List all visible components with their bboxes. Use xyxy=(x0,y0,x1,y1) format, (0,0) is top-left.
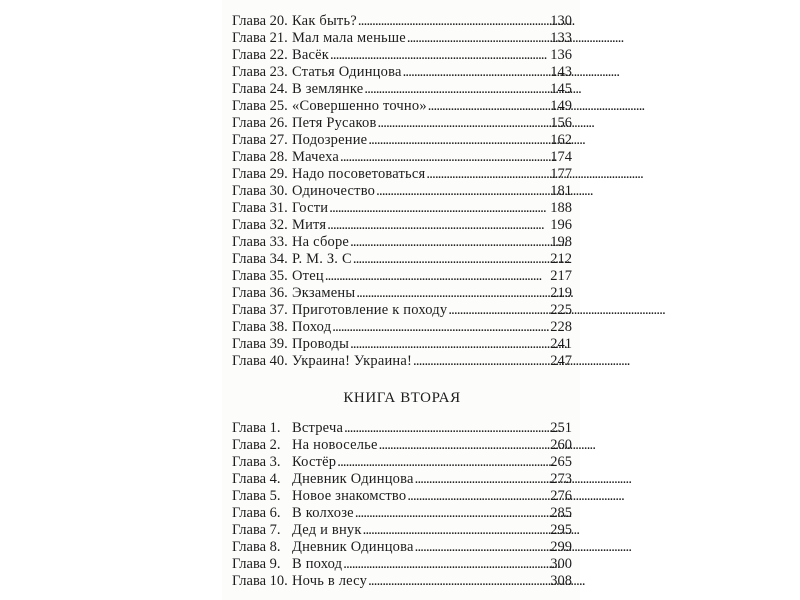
toc-entry xyxy=(232,64,572,81)
dot-leader xyxy=(428,98,549,115)
dot-leader xyxy=(364,81,549,98)
chapter-label: Глава 37. xyxy=(232,302,288,318)
chapter-title: Подозрение xyxy=(292,132,368,148)
chapter-page: 217 xyxy=(550,268,572,284)
toc-entry xyxy=(232,47,572,64)
chapter-label: Глава 30. xyxy=(232,183,288,199)
chapter-title: Поход xyxy=(292,319,332,335)
chapter-title: В поход xyxy=(292,556,343,572)
chapter-page: 308 xyxy=(550,573,572,589)
chapter-page: 181 xyxy=(550,183,572,199)
toc-entry xyxy=(232,471,572,488)
toc-entry xyxy=(232,573,572,590)
chapter-page: 130 xyxy=(550,13,572,29)
toc-entry xyxy=(232,166,572,183)
chapter-page: 198 xyxy=(550,234,572,250)
dot-leader xyxy=(407,30,549,47)
chapter-label: Глава 28. xyxy=(232,149,288,165)
toc-entry xyxy=(232,454,572,471)
chapter-title: «Совершенно точно» xyxy=(292,98,427,114)
chapter-page: 133 xyxy=(550,30,572,46)
chapter-label: Глава 22. xyxy=(232,47,288,63)
dot-leader xyxy=(363,522,550,539)
toc-entry xyxy=(232,81,572,98)
chapter-title: Р. М. З. С xyxy=(292,251,352,267)
chapter-label: Глава 36. xyxy=(232,285,288,301)
toc-entry xyxy=(232,268,572,285)
chapter-title: Дед и внук xyxy=(292,522,362,538)
toc-entry xyxy=(232,437,572,454)
dot-leader xyxy=(376,183,549,200)
chapter-label: Глава 4. xyxy=(232,471,281,487)
chapter-label: Глава 2. xyxy=(232,437,281,453)
dot-leader xyxy=(368,132,549,149)
toc-entry xyxy=(232,353,572,370)
toc-entry xyxy=(232,319,572,336)
dot-leader xyxy=(413,353,549,370)
chapter-label: Глава 7. xyxy=(232,522,281,538)
chapter-page: 188 xyxy=(550,200,572,216)
chapter-label: Глава 6. xyxy=(232,505,281,521)
toc-entry xyxy=(232,200,572,217)
toc-list-book-one xyxy=(232,13,572,370)
dot-leader xyxy=(426,166,549,183)
section-heading-book-two: КНИГА ВТОРАЯ xyxy=(343,390,461,406)
chapter-title: Экзамены xyxy=(292,285,356,301)
toc-entry xyxy=(232,115,572,132)
chapter-label: Глава 34. xyxy=(232,251,288,267)
toc-book-two xyxy=(232,420,572,590)
chapter-page: 219 xyxy=(550,285,572,301)
chapter-page: 149 xyxy=(550,98,572,114)
chapter-title: Гости xyxy=(292,200,329,216)
chapter-label: Глава 33. xyxy=(232,234,288,250)
toc-entry xyxy=(232,420,572,437)
chapter-title: Встреча xyxy=(292,420,344,436)
chapter-title: Отец xyxy=(292,268,324,284)
chapter-label: Глава 40. xyxy=(232,353,288,369)
chapter-label: Глава 8. xyxy=(232,539,281,555)
chapter-label: Глава 23. xyxy=(232,64,288,80)
chapter-title: Васёк xyxy=(292,47,330,63)
toc-entry xyxy=(232,98,572,115)
toc-entry xyxy=(232,234,572,251)
chapter-label: Глава 9. xyxy=(232,556,281,572)
chapter-label: Глава 1. xyxy=(232,420,281,436)
dot-leader xyxy=(356,285,549,302)
chapter-title: На новоселье xyxy=(292,437,378,453)
chapter-page: 196 xyxy=(550,217,572,233)
chapter-page: 136 xyxy=(550,47,572,63)
chapter-title: Статья Одинцова xyxy=(292,64,402,80)
dot-leader xyxy=(325,268,549,285)
chapter-page: 228 xyxy=(550,319,572,335)
toc-entry xyxy=(232,505,572,522)
chapter-label: Глава 29. xyxy=(232,166,288,182)
chapter-page: 260 xyxy=(550,437,572,453)
toc-entry xyxy=(232,217,572,234)
toc-entry xyxy=(232,302,572,319)
dot-leader xyxy=(330,47,549,64)
dot-leader xyxy=(327,217,549,234)
dot-leader xyxy=(337,454,549,471)
chapter-label: Глава 27. xyxy=(232,132,288,148)
chapter-page: 285 xyxy=(550,505,572,521)
chapter-title: В землянке xyxy=(292,81,364,97)
chapter-page: 162 xyxy=(550,132,572,148)
dot-leader xyxy=(415,539,550,556)
chapter-label: Глава 32. xyxy=(232,217,288,233)
chapter-label: Глава 3. xyxy=(232,454,281,470)
toc-entry xyxy=(232,13,572,30)
chapter-label: Глава 10. xyxy=(232,573,288,589)
dot-leader xyxy=(403,64,550,81)
chapter-page: 276 xyxy=(550,488,572,504)
toc-entry xyxy=(232,285,572,302)
chapter-title: Мачеха xyxy=(292,149,339,165)
chapter-page: 300 xyxy=(550,556,572,572)
chapter-title: Митя xyxy=(292,217,327,233)
toc-entry xyxy=(232,183,572,200)
toc-entry xyxy=(232,539,572,556)
chapter-label: Глава 38. xyxy=(232,319,288,335)
dot-leader xyxy=(340,149,549,166)
chapter-title: Костёр xyxy=(292,454,337,470)
chapter-page: 177 xyxy=(550,166,572,182)
toc-entry xyxy=(232,556,572,573)
toc-entry xyxy=(232,132,572,149)
toc-entry xyxy=(232,336,572,353)
dot-leader xyxy=(343,556,549,573)
dot-leader xyxy=(350,234,549,251)
dot-leader xyxy=(355,505,549,522)
chapter-page: 273 xyxy=(550,471,572,487)
chapter-page: 143 xyxy=(550,64,572,80)
dot-leader xyxy=(358,13,549,30)
chapter-page: 265 xyxy=(550,454,572,470)
chapter-label: Глава 31. xyxy=(232,200,288,216)
chapter-label: Глава 20. xyxy=(232,13,288,29)
chapter-label: Глава 25. xyxy=(232,98,288,114)
chapter-page: 241 xyxy=(550,336,572,352)
chapter-page: 225 xyxy=(550,302,572,318)
chapter-label: Глава 35. xyxy=(232,268,288,284)
chapter-page: 212 xyxy=(550,251,572,267)
chapter-title: На сборе xyxy=(292,234,350,250)
chapter-title: Надо посоветоваться xyxy=(292,166,426,182)
chapter-title: Проводы xyxy=(292,336,350,352)
chapter-title: Ночь в лесу xyxy=(292,573,368,589)
dot-leader xyxy=(344,420,549,437)
dot-leader xyxy=(379,437,550,454)
dot-leader xyxy=(350,336,549,353)
chapter-page: 247 xyxy=(550,353,572,369)
toc-list-book-two xyxy=(232,420,572,590)
chapter-title: Мал мала меньше xyxy=(292,30,406,46)
chapter-title: Петя Русаков xyxy=(292,115,377,131)
toc-entry xyxy=(232,251,572,268)
dot-leader xyxy=(332,319,549,336)
chapter-label: Глава 39. xyxy=(232,336,288,352)
toc-book-one xyxy=(232,13,572,370)
chapter-label: Глава 26. xyxy=(232,115,288,131)
chapter-page: 145 xyxy=(550,81,572,97)
chapter-title: Новое знакомство xyxy=(292,488,407,504)
chapter-title: Одиночество xyxy=(292,183,376,199)
chapter-page: 299 xyxy=(550,539,572,555)
chapter-title: В колхозе xyxy=(292,505,354,521)
dot-leader xyxy=(378,115,550,132)
toc-entry xyxy=(232,30,572,47)
chapter-title: Украина! Украина! xyxy=(292,353,413,369)
chapter-title: Как быть? xyxy=(292,13,357,29)
dot-leader xyxy=(329,200,549,217)
chapter-title: Дневник Одинцова xyxy=(292,539,414,555)
toc-entry xyxy=(232,149,572,166)
chapter-title: Дневник Одинцова xyxy=(292,471,414,487)
chapter-page: 174 xyxy=(550,149,572,165)
chapter-label: Глава 24. xyxy=(232,81,288,97)
dot-leader xyxy=(353,251,549,268)
dot-leader xyxy=(407,488,549,505)
chapter-page: 295 xyxy=(550,522,572,538)
chapter-title: Приготовление к походу xyxy=(292,302,448,318)
dot-leader xyxy=(415,471,550,488)
toc-entry xyxy=(232,488,572,505)
chapter-label: Глава 21. xyxy=(232,30,288,46)
chapter-page: 251 xyxy=(550,420,572,436)
chapter-page: 156 xyxy=(550,115,572,131)
dot-leader xyxy=(368,573,549,590)
chapter-label: Глава 5. xyxy=(232,488,281,504)
dot-leader xyxy=(448,302,549,319)
toc-entry xyxy=(232,522,572,539)
